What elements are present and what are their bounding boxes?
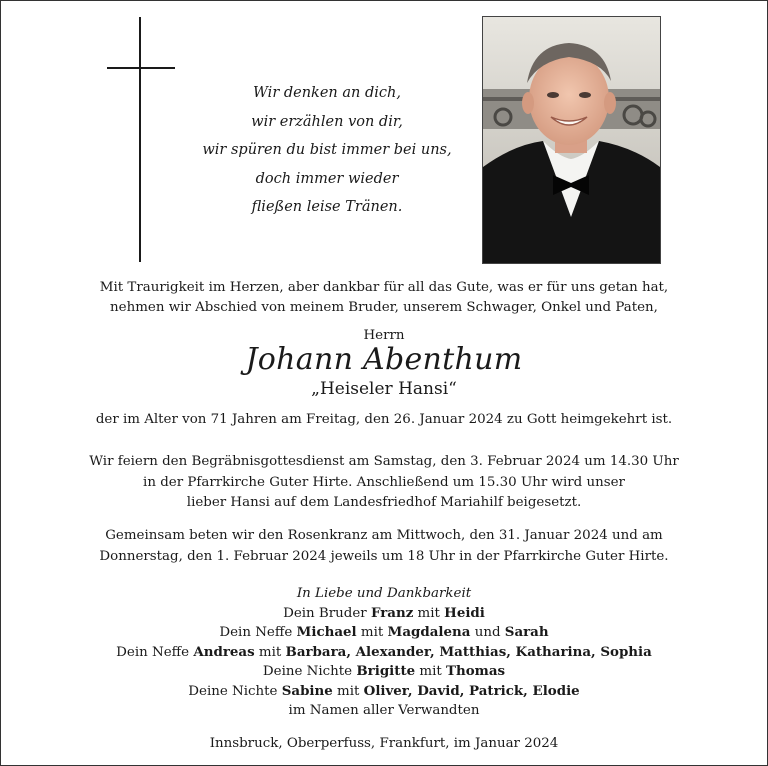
poem-line: doch immer wieder bbox=[255, 170, 399, 187]
intro-text bbox=[41, 278, 727, 317]
mourner-name: Heidi bbox=[444, 604, 485, 621]
funeral-line: in der Pfarrkirche Guter Hirte. Anschließend um 15.30 Uhr wird unser bbox=[143, 474, 625, 490]
poem-line: wir spüren du bist immer bei uns, bbox=[202, 142, 452, 158]
funeral-line: lieber Hansi auf dem Landesfriedhof Mariahilf beigesetzt. bbox=[186, 495, 582, 510]
deceased-nickname: „Heiseler Hansi“ bbox=[311, 379, 457, 399]
mourner-relation-text: Dein Neffe bbox=[116, 644, 194, 660]
mourner-name: Brigitte bbox=[356, 663, 416, 679]
portrait-photo bbox=[482, 16, 661, 264]
deceased-name: Johann Abenthum bbox=[245, 342, 523, 377]
salutation: Herrn bbox=[363, 328, 405, 343]
mourner-relation-text: Dein Neffe bbox=[219, 625, 297, 640]
signoff-heading: In Liebe und Dankbarkeit bbox=[296, 586, 472, 601]
mourner-relation-text: mit bbox=[332, 683, 364, 699]
rosary-line: Gemeinsam beten wir den Rosenkranz am Mittwoch, den 31. Januar 2024 und am bbox=[105, 528, 663, 543]
mourner-relation-text: und bbox=[470, 625, 505, 640]
portrait-illustration bbox=[483, 17, 660, 263]
mourner-line bbox=[41, 682, 727, 702]
signoff-closing: im Namen aller Verwandten bbox=[288, 703, 480, 718]
intro-line: nehmen wir Abschied von meinem Bruder, unserem Schwager, Onkel und Paten, bbox=[110, 299, 658, 315]
poem-line: fließen leise Tränen. bbox=[251, 199, 403, 215]
mourner-list bbox=[41, 604, 727, 702]
memorial-poem bbox=[187, 79, 467, 222]
mourner-name: Sarah bbox=[504, 624, 549, 640]
intro-line: Mit Traurigkeit im Herzen, aber dankbar für all das Gute, was er für uns getan hat, bbox=[99, 280, 669, 295]
place-date: Innsbruck, Oberperfuss, Frankfurt, im Januar 2024 bbox=[209, 736, 559, 751]
cross-vertical-bar bbox=[139, 17, 141, 262]
mourner-name: Sabine bbox=[281, 682, 333, 699]
mourner-relation-text: Dein Bruder bbox=[283, 605, 371, 621]
mourner-relation-text: mit bbox=[356, 625, 388, 640]
funeral-line: Wir feiern den Begräbnisgottesdienst am Samstag, den 3. Februar 2024 um 14.30 Uhr bbox=[89, 454, 679, 469]
mourner-relation-text: mit bbox=[415, 664, 447, 679]
mourner-line bbox=[41, 662, 727, 682]
mourner-relation-text: Deine Nichte bbox=[262, 664, 357, 679]
age-line: der im Alter von 71 Jahren am Freitag, den 26. Januar 2024 zu Gott heimgekehrt ist. bbox=[95, 412, 673, 427]
mourner-name: Michael bbox=[296, 624, 357, 640]
mourner-name: Barbara, Alexander, Matthias, Katharina, Sophia bbox=[285, 643, 652, 660]
mourner-relation-text: mit bbox=[413, 605, 445, 621]
rosary-line: Donnerstag, den 1. Februar 2024 jeweils um 18 Uhr in der Pfarrkirche Guter Hirte. bbox=[99, 548, 669, 564]
mourner-line bbox=[41, 604, 727, 624]
mourner-name: Magdalena bbox=[387, 624, 471, 640]
funeral-info bbox=[41, 452, 727, 514]
poem-line: wir erzählen von dir, bbox=[251, 113, 403, 130]
mourner-name: Franz bbox=[370, 604, 414, 621]
mourner-line bbox=[41, 623, 727, 643]
mourner-line bbox=[41, 643, 727, 663]
mourner-relation-text: Deine Nichte bbox=[188, 683, 282, 699]
mourner-relation-text: mit bbox=[254, 644, 286, 660]
mourner-name: Oliver, David, Patrick, Elodie bbox=[363, 682, 580, 699]
cross-horizontal-bar bbox=[107, 67, 175, 69]
poem-line: Wir denken an dich, bbox=[253, 85, 401, 101]
signoff bbox=[41, 584, 727, 721]
mourner-name: Andreas bbox=[193, 643, 255, 660]
rosary-info bbox=[41, 526, 727, 567]
mourner-name: Thomas bbox=[446, 663, 506, 679]
